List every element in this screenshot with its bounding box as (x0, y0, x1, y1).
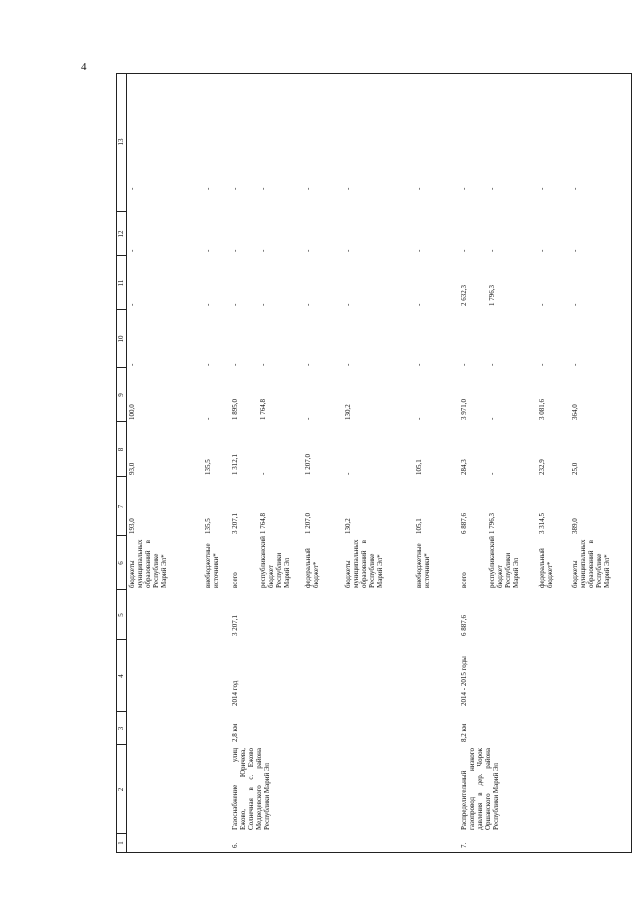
amount-cell: - (460, 187, 468, 190)
amount-cell: 130,2 (344, 404, 352, 420)
amount-cell: - (128, 187, 136, 190)
amount-cell: 6 887,6 (460, 513, 468, 534)
column-header: 1 (117, 841, 125, 845)
amount-cell: 1 764,8 (259, 399, 267, 420)
amount-cell: - (231, 249, 239, 252)
amount-cell: 25,0 (571, 462, 579, 475)
amount-cell: 3 207,1 (231, 513, 239, 534)
amount-cell: 93,0 (128, 462, 136, 475)
amount-cell: - (415, 187, 423, 190)
amount-cell: - (204, 187, 212, 190)
column-header: 13 (117, 138, 125, 146)
column-header: 5 (117, 613, 125, 617)
amount-cell: - (231, 303, 239, 306)
amount-cell: - (231, 363, 239, 366)
column-header: 3 (117, 726, 125, 731)
column-header: 4 (117, 674, 125, 678)
amount-cell: - (460, 249, 468, 252)
amount-cell: 364,0 (571, 404, 579, 420)
amount-cell: 284,3 (460, 459, 468, 475)
funding-source: федеральный бюджет* (304, 548, 320, 588)
funding-source: федеральный бюджет* (538, 548, 554, 588)
column-header: 12 (117, 230, 125, 238)
amount-cell: 1 796,3 (488, 285, 496, 306)
table-bottom-border (631, 74, 632, 852)
column-header: 9 (117, 393, 125, 397)
header-bottom-border (126, 74, 127, 852)
total-cost-cell: 3 207,1 (231, 615, 239, 636)
amount-cell: - (259, 187, 267, 190)
amount-cell: - (488, 472, 496, 475)
amount-cell: - (304, 187, 312, 190)
column-header: 8 (117, 447, 125, 452)
funding-source: внебюджетные источники* (415, 543, 431, 588)
column-header: 6 (117, 561, 125, 565)
funding-source: всего (460, 572, 468, 588)
amount-cell: 1 207,0 (304, 513, 312, 534)
amount-cell: - (204, 417, 212, 420)
amount-cell: - (259, 249, 267, 252)
funding-source: республиканский бюджет Республики Марий Эл (488, 536, 520, 588)
funding-source: бюджеты муниципальных образований в Республике Марий Эл* (344, 539, 384, 588)
period-cell: 2014 год (231, 680, 239, 706)
amount-cell: - (128, 363, 136, 366)
amount-cell: 232,9 (538, 459, 546, 475)
amount-cell: - (538, 303, 546, 306)
amount-cell: 1 312,1 (231, 454, 239, 475)
funding-source: республиканский бюджет Республики Марий Эл (259, 536, 291, 588)
funding-source: бюджеты муниципальных образований в Республике Марий Эл* (128, 539, 168, 588)
amount-cell: - (571, 363, 579, 366)
amount-cell: - (344, 472, 352, 475)
amount-cell: - (415, 363, 423, 366)
column-header: 11 (117, 279, 125, 287)
amount-cell: - (571, 249, 579, 252)
amount-cell: - (259, 472, 267, 475)
funding-source: внебюджетные источники* (204, 543, 220, 588)
amount-cell: - (538, 363, 546, 366)
amount-cell: 130,2 (344, 518, 352, 534)
amount-cell: 3 081,6 (538, 399, 546, 420)
amount-cell: 3 971,0 (460, 399, 468, 420)
amount-cell: 105,1 (415, 459, 423, 475)
amount-cell: - (571, 187, 579, 190)
amount-cell: - (538, 187, 546, 190)
amount-cell: - (231, 187, 239, 190)
amount-cell: 1 764,8 (259, 513, 267, 534)
amount-cell: 105,1 (415, 518, 423, 534)
entry-number: 6. (231, 842, 239, 848)
amount-cell: - (204, 363, 212, 366)
object-name: Распределительный газопровод низкого давления в дер. Чорок Оршанского района Республики Марий Эл (460, 748, 500, 830)
amount-cell: 3 314,5 (538, 513, 546, 534)
entry-number: 7. (460, 842, 468, 848)
amount-cell: - (344, 187, 352, 190)
amount-cell: - (488, 363, 496, 366)
amount-cell: 100,0 (128, 404, 136, 420)
object-name: Газоснабжение улиц Ежово, Юричева, Солнечная в с. Ежово Медведевского района Республики Марий Эл (231, 748, 271, 830)
column-header: 10 (117, 335, 125, 343)
amount-cell: 2 632,3 (460, 285, 468, 306)
amount-cell: 135,5 (204, 518, 212, 534)
amount-cell: - (415, 303, 423, 306)
amount-cell: 1 895,0 (231, 399, 239, 420)
amount-cell: - (344, 303, 352, 306)
amount-cell: - (304, 249, 312, 252)
amount-cell: - (488, 187, 496, 190)
amount-cell: 389,0 (571, 518, 579, 534)
amount-cell: - (538, 249, 546, 252)
page-number: 4 (81, 61, 87, 73)
amount-cell: - (259, 363, 267, 366)
rotated-page (116, 73, 632, 853)
amount-cell: - (571, 303, 579, 306)
column-header: 2 (117, 787, 125, 792)
length-cell: 2,8 км (231, 723, 239, 742)
amount-cell: - (304, 303, 312, 306)
amount-cell: - (204, 303, 212, 306)
amount-cell: 1 207,0 (304, 454, 312, 475)
amount-cell: 135,5 (204, 459, 212, 475)
column-header: 7 (117, 504, 125, 509)
amount-cell: - (460, 363, 468, 366)
funding-source: бюджеты муниципальных образований в Республике Марий Эл* (571, 539, 611, 588)
amount-cell: - (415, 417, 423, 420)
amount-cell: - (304, 417, 312, 420)
funding-source: всего (231, 572, 239, 588)
period-cell: 2014 - 2015 годы (460, 656, 468, 706)
amount-cell: 193,0 (128, 518, 136, 534)
total-cost-cell: 6 887,6 (460, 615, 468, 636)
length-cell: 8,2 км (460, 723, 468, 742)
amount-cell: - (415, 249, 423, 252)
amount-cell: - (128, 303, 136, 306)
amount-cell: - (204, 249, 212, 252)
amount-cell: - (344, 249, 352, 252)
amount-cell: - (128, 249, 136, 252)
amount-cell: - (259, 303, 267, 306)
amount-cell: - (488, 417, 496, 420)
amount-cell: 1 796,3 (488, 513, 496, 534)
amount-cell: - (304, 363, 312, 366)
amount-cell: - (344, 363, 352, 366)
budget-table (116, 73, 632, 853)
amount-cell: - (488, 249, 496, 252)
